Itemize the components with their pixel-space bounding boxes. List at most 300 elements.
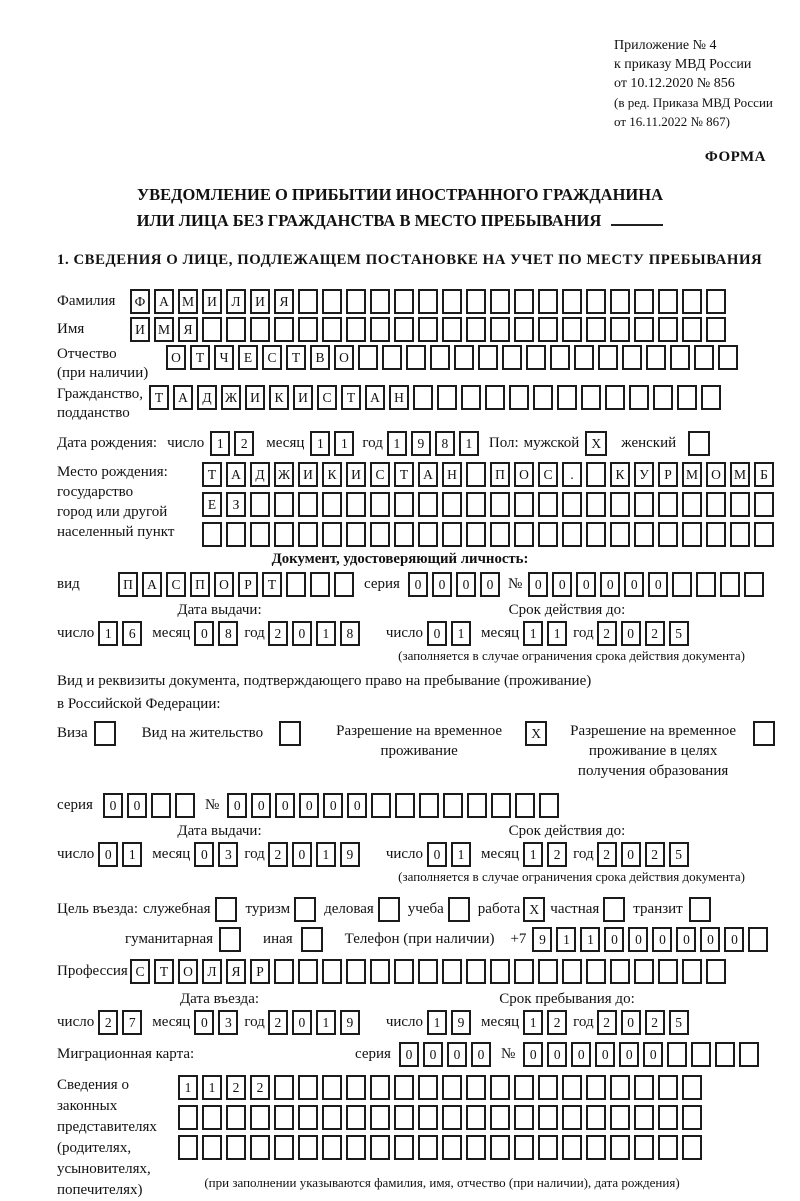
char-box[interactable] [274,1105,294,1130]
char-box[interactable]: 1 [334,431,354,456]
char-box[interactable] [605,385,625,410]
char-box[interactable] [538,289,558,314]
char-box[interactable]: 0 [576,572,596,597]
char-box[interactable] [250,1135,270,1160]
char-box[interactable]: 0 [621,1010,641,1035]
char-box[interactable] [715,1042,735,1067]
char-box[interactable] [274,492,294,517]
char-box[interactable]: 0 [621,842,641,867]
char-box[interactable] [466,462,486,487]
char-box[interactable]: Е [202,492,222,517]
char-box[interactable] [274,1135,294,1160]
char-box[interactable]: 0 [103,793,123,818]
char-box[interactable]: И [346,462,366,487]
char-box[interactable] [720,572,740,597]
char-box[interactable]: 0 [423,1042,443,1067]
char-box[interactable] [634,492,654,517]
char-box[interactable] [430,345,450,370]
char-box[interactable] [370,317,390,342]
char-box[interactable] [298,289,318,314]
char-box[interactable] [634,1105,654,1130]
char-box[interactable]: Я [226,959,246,984]
char-box[interactable]: 1 [427,1010,447,1035]
char-box[interactable]: Р [250,959,270,984]
char-box[interactable] [586,462,606,487]
char-box[interactable] [682,289,702,314]
char-box[interactable] [394,317,414,342]
char-box[interactable]: 1 [556,927,576,952]
char-box[interactable] [696,572,716,597]
char-box[interactable]: 1 [310,431,330,456]
char-box[interactable]: 5 [669,842,689,867]
char-box[interactable] [250,492,270,517]
char-box[interactable] [370,1105,390,1130]
char-box[interactable] [298,317,318,342]
purpose-transit-checkbox[interactable] [689,897,711,922]
char-box[interactable] [562,959,582,984]
char-box[interactable] [658,289,678,314]
char-box[interactable] [346,1135,366,1160]
temp-residence-education-checkbox[interactable] [753,721,775,746]
char-box[interactable]: А [142,572,162,597]
char-box[interactable] [514,522,534,547]
char-box[interactable] [370,492,390,517]
char-box[interactable]: Т [341,385,361,410]
char-box[interactable] [478,345,498,370]
char-box[interactable] [418,522,438,547]
char-box[interactable] [286,572,306,597]
char-box[interactable] [298,492,318,517]
char-box[interactable] [514,959,534,984]
char-box[interactable]: 0 [643,1042,663,1067]
char-box[interactable] [514,289,534,314]
char-box[interactable] [658,1135,678,1160]
char-box[interactable]: 1 [451,842,471,867]
char-box[interactable] [442,1075,462,1100]
char-box[interactable] [442,317,462,342]
char-box[interactable] [490,1105,510,1130]
char-box[interactable] [394,1105,414,1130]
char-box[interactable]: 0 [127,793,147,818]
char-box[interactable]: 0 [432,572,452,597]
char-box[interactable] [466,1105,486,1130]
char-box[interactable] [466,522,486,547]
char-box[interactable]: 3 [218,1010,238,1035]
char-box[interactable] [250,317,270,342]
char-box[interactable]: И [298,462,318,487]
char-box[interactable]: 2 [268,621,288,646]
char-box[interactable]: Т [202,462,222,487]
char-box[interactable]: Р [658,462,678,487]
char-box[interactable] [178,1135,198,1160]
char-box[interactable] [202,317,222,342]
purpose-study-checkbox[interactable] [448,897,470,922]
char-box[interactable] [658,492,678,517]
char-box[interactable] [406,345,426,370]
char-box[interactable]: О [514,462,534,487]
char-box[interactable]: 2 [547,1010,567,1035]
char-box[interactable] [370,959,390,984]
char-box[interactable]: С [370,462,390,487]
char-box[interactable] [739,1042,759,1067]
char-box[interactable]: 0 [323,793,343,818]
char-box[interactable] [491,793,511,818]
char-box[interactable]: 8 [340,621,360,646]
char-box[interactable] [586,1105,606,1130]
char-box[interactable] [706,959,726,984]
char-box[interactable] [226,317,246,342]
char-box[interactable] [691,1042,711,1067]
char-box[interactable]: М [154,317,174,342]
char-box[interactable]: Т [154,959,174,984]
char-box[interactable] [370,522,390,547]
residence-permit-checkbox[interactable] [279,721,301,746]
char-box[interactable]: К [269,385,289,410]
purpose-tourism-checkbox[interactable] [294,897,316,922]
char-box[interactable] [322,317,342,342]
char-box[interactable] [672,572,692,597]
char-box[interactable] [694,345,714,370]
char-box[interactable]: О [334,345,354,370]
purpose-official-checkbox[interactable] [215,897,237,922]
char-box[interactable]: 0 [628,927,648,952]
char-box[interactable] [586,492,606,517]
char-box[interactable] [539,793,559,818]
char-box[interactable]: 1 [547,621,567,646]
char-box[interactable] [629,385,649,410]
char-box[interactable] [610,289,630,314]
char-box[interactable]: Т [286,345,306,370]
char-box[interactable] [562,289,582,314]
char-box[interactable]: М [178,289,198,314]
char-box[interactable] [514,1135,534,1160]
char-box[interactable]: 5 [669,621,689,646]
char-box[interactable]: 0 [292,621,312,646]
char-box[interactable] [490,959,510,984]
char-box[interactable] [667,1042,687,1067]
char-box[interactable]: 0 [251,793,271,818]
char-box[interactable] [418,959,438,984]
char-box[interactable] [322,1105,342,1130]
char-box[interactable] [418,289,438,314]
char-box[interactable]: Е [238,345,258,370]
char-box[interactable] [509,385,529,410]
char-box[interactable] [706,492,726,517]
char-box[interactable]: И [245,385,265,410]
char-box[interactable] [538,1105,558,1130]
char-box[interactable]: 3 [218,842,238,867]
char-box[interactable]: 8 [435,431,455,456]
char-box[interactable] [394,289,414,314]
char-box[interactable] [515,793,535,818]
char-box[interactable]: 1 [459,431,479,456]
char-box[interactable]: 1 [523,621,543,646]
char-box[interactable]: 6 [122,621,142,646]
char-box[interactable]: 2 [268,1010,288,1035]
char-box[interactable]: 0 [399,1042,419,1067]
char-box[interactable]: 0 [676,927,696,952]
char-box[interactable]: Ж [221,385,241,410]
char-box[interactable]: Ч [214,345,234,370]
char-box[interactable]: И [293,385,313,410]
char-box[interactable]: О [214,572,234,597]
char-box[interactable]: З [226,492,246,517]
char-box[interactable] [682,522,702,547]
char-box[interactable] [538,492,558,517]
char-box[interactable]: К [322,462,342,487]
char-box[interactable] [622,345,642,370]
char-box[interactable] [562,1105,582,1130]
char-box[interactable] [466,959,486,984]
char-box[interactable] [346,289,366,314]
char-box[interactable]: 2 [250,1075,270,1100]
char-box[interactable]: Н [389,385,409,410]
char-box[interactable]: И [130,317,150,342]
char-box[interactable]: Б [754,462,774,487]
char-box[interactable] [370,1075,390,1100]
char-box[interactable] [151,793,171,818]
char-box[interactable] [395,793,415,818]
char-box[interactable]: 1 [316,1010,336,1035]
char-box[interactable] [490,1135,510,1160]
char-box[interactable]: 0 [347,793,367,818]
char-box[interactable]: 0 [528,572,548,597]
char-box[interactable]: Ж [274,462,294,487]
char-box[interactable] [394,959,414,984]
char-box[interactable] [718,345,738,370]
char-box[interactable]: 0 [292,842,312,867]
char-box[interactable] [202,522,222,547]
char-box[interactable]: 0 [648,572,668,597]
char-box[interactable]: А [418,462,438,487]
char-box[interactable] [610,317,630,342]
char-box[interactable] [467,793,487,818]
char-box[interactable]: 0 [619,1042,639,1067]
char-box[interactable] [610,1135,630,1160]
char-box[interactable] [466,1135,486,1160]
char-box[interactable]: 0 [700,927,720,952]
char-box[interactable] [298,1135,318,1160]
char-box[interactable]: 0 [194,1010,214,1035]
char-box[interactable]: Л [226,289,246,314]
char-box[interactable] [226,522,246,547]
char-box[interactable]: 1 [98,621,118,646]
char-box[interactable]: 0 [604,927,624,952]
char-box[interactable] [175,793,195,818]
char-box[interactable]: 0 [523,1042,543,1067]
char-box[interactable] [485,385,505,410]
char-box[interactable]: 1 [210,431,230,456]
char-box[interactable] [514,1105,534,1130]
char-box[interactable]: Ф [130,289,150,314]
char-box[interactable] [298,1075,318,1100]
char-box[interactable] [538,1075,558,1100]
char-box[interactable] [442,492,462,517]
male-checkbox[interactable]: X [585,431,607,456]
char-box[interactable] [682,1135,702,1160]
char-box[interactable] [178,1105,198,1130]
char-box[interactable]: 1 [316,842,336,867]
char-box[interactable]: Я [178,317,198,342]
char-box[interactable] [646,345,666,370]
char-box[interactable]: 1 [451,621,471,646]
char-box[interactable] [744,572,764,597]
char-box[interactable] [490,1075,510,1100]
char-box[interactable] [538,317,558,342]
char-box[interactable]: 0 [447,1042,467,1067]
char-box[interactable] [586,289,606,314]
char-box[interactable] [634,522,654,547]
char-box[interactable]: С [538,462,558,487]
char-box[interactable] [586,1075,606,1100]
char-box[interactable]: П [190,572,210,597]
char-box[interactable] [358,345,378,370]
char-box[interactable]: 2 [268,842,288,867]
char-box[interactable]: 2 [234,431,254,456]
char-box[interactable]: А [154,289,174,314]
char-box[interactable]: 0 [552,572,572,597]
char-box[interactable] [730,492,750,517]
char-box[interactable] [202,1135,222,1160]
char-box[interactable]: У [634,462,654,487]
char-box[interactable]: О [178,959,198,984]
char-box[interactable]: 0 [427,621,447,646]
char-box[interactable] [610,959,630,984]
char-box[interactable]: 0 [621,621,641,646]
purpose-other-checkbox[interactable] [301,927,323,952]
char-box[interactable] [706,289,726,314]
char-box[interactable]: 0 [652,927,672,952]
char-box[interactable] [701,385,721,410]
char-box[interactable]: К [610,462,630,487]
char-box[interactable]: 1 [122,842,142,867]
char-box[interactable] [538,959,558,984]
char-box[interactable]: 2 [226,1075,246,1100]
char-box[interactable] [586,522,606,547]
char-box[interactable] [418,1075,438,1100]
char-box[interactable] [682,959,702,984]
char-box[interactable] [610,1105,630,1130]
char-box[interactable] [550,345,570,370]
char-box[interactable] [466,1075,486,1100]
char-box[interactable] [418,492,438,517]
purpose-private-checkbox[interactable] [603,897,625,922]
char-box[interactable]: 0 [724,927,744,952]
char-box[interactable] [370,289,390,314]
char-box[interactable] [533,385,553,410]
char-box[interactable] [670,345,690,370]
char-box[interactable]: 9 [340,1010,360,1035]
char-box[interactable]: 9 [411,431,431,456]
char-box[interactable] [442,1105,462,1130]
char-box[interactable]: 0 [408,572,428,597]
char-box[interactable] [658,522,678,547]
char-box[interactable] [466,492,486,517]
char-box[interactable] [562,1075,582,1100]
char-box[interactable]: 2 [597,842,617,867]
char-box[interactable] [382,345,402,370]
char-box[interactable] [226,1105,246,1130]
char-box[interactable]: И [250,289,270,314]
char-box[interactable] [634,317,654,342]
char-box[interactable]: 0 [299,793,319,818]
char-box[interactable]: 0 [624,572,644,597]
char-box[interactable] [466,289,486,314]
char-box[interactable]: Я [274,289,294,314]
char-box[interactable] [394,522,414,547]
char-box[interactable] [394,1075,414,1100]
char-box[interactable] [394,492,414,517]
char-box[interactable] [490,522,510,547]
char-box[interactable]: М [682,462,702,487]
char-box[interactable]: 9 [532,927,552,952]
char-box[interactable] [322,289,342,314]
char-box[interactable] [634,959,654,984]
char-box[interactable]: 1 [202,1075,222,1100]
char-box[interactable] [346,522,366,547]
char-box[interactable]: . [562,462,582,487]
char-box[interactable] [658,317,678,342]
char-box[interactable] [346,317,366,342]
char-box[interactable]: 0 [456,572,476,597]
char-box[interactable] [298,959,318,984]
char-box[interactable]: 1 [523,842,543,867]
char-box[interactable] [598,345,618,370]
char-box[interactable]: 0 [194,621,214,646]
char-box[interactable]: 2 [597,1010,617,1035]
char-box[interactable]: Д [197,385,217,410]
char-box[interactable]: С [166,572,186,597]
char-box[interactable] [562,492,582,517]
char-box[interactable] [754,522,774,547]
char-box[interactable] [250,522,270,547]
char-box[interactable] [677,385,697,410]
char-box[interactable] [514,492,534,517]
char-box[interactable]: 9 [451,1010,471,1035]
char-box[interactable] [334,572,354,597]
char-box[interactable] [658,959,678,984]
char-box[interactable]: 7 [122,1010,142,1035]
char-box[interactable] [682,1105,702,1130]
char-box[interactable] [581,385,601,410]
purpose-humanitarian-checkbox[interactable] [219,927,241,952]
char-box[interactable]: 0 [471,1042,491,1067]
char-box[interactable] [322,959,342,984]
char-box[interactable] [442,1135,462,1160]
char-box[interactable]: 8 [218,621,238,646]
temp-residence-checkbox[interactable]: X [525,721,547,746]
char-box[interactable]: Т [149,385,169,410]
char-box[interactable] [682,492,702,517]
char-box[interactable] [250,1105,270,1130]
visa-checkbox[interactable] [94,721,116,746]
char-box[interactable] [526,345,546,370]
char-box[interactable] [418,1105,438,1130]
char-box[interactable] [706,317,726,342]
char-box[interactable] [413,385,433,410]
char-box[interactable]: Л [202,959,222,984]
char-box[interactable]: 0 [480,572,500,597]
char-box[interactable]: 0 [427,842,447,867]
char-box[interactable] [490,492,510,517]
char-box[interactable] [346,492,366,517]
char-box[interactable] [634,1075,654,1100]
char-box[interactable] [748,927,768,952]
char-box[interactable]: 2 [645,621,665,646]
char-box[interactable]: 0 [595,1042,615,1067]
char-box[interactable] [634,289,654,314]
char-box[interactable]: 0 [292,1010,312,1035]
